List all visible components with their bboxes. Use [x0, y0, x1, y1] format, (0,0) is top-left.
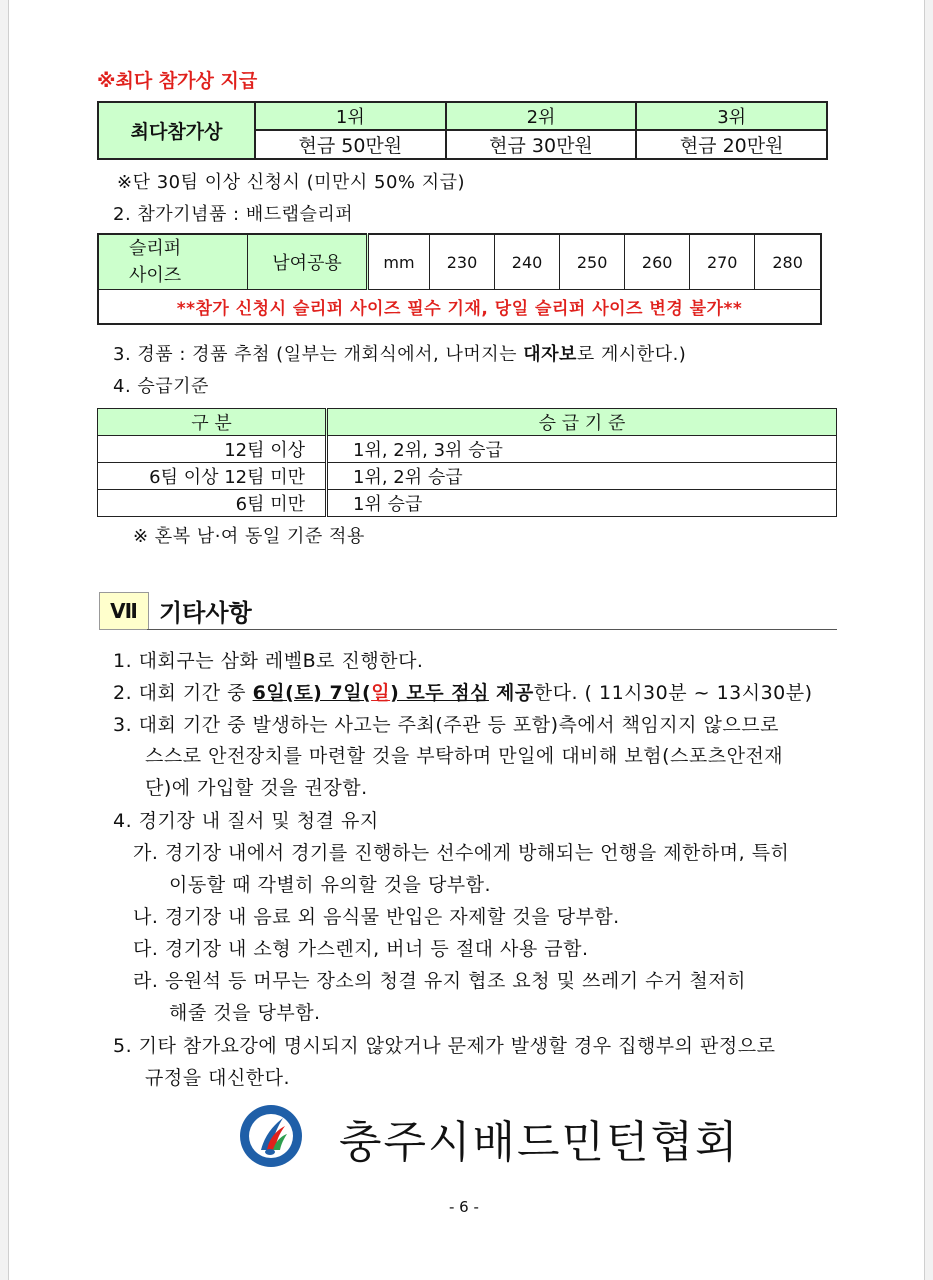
misc-item-3-line2: 스스로 안전장치를 마련할 것을 부탁하며 만일에 대비해 보험(스포츠안전재 [145, 745, 784, 767]
misc-item-4-ra-line1: 라. 응원석 등 머무는 장소의 청결 유지 협조 요청 및 쓰레기 수거 철저히 [133, 970, 746, 992]
misc-item-4-ga-line1: 가. 경기장 내에서 경기를 진행하는 선수에게 방해되는 언행을 제한하며, 특히 [133, 842, 790, 864]
item2-time: 한다. ( 11시30분 ~ 13시30분) [533, 682, 813, 704]
misc-item-5-line1: 5. 기타 참가요강에 명시되지 않았거나 문제가 발생할 경우 집행부의 판정으로 [113, 1035, 776, 1057]
promotion-table [97, 408, 837, 517]
award-table [97, 101, 828, 160]
item2-days: 6일(토) 7일( [252, 682, 372, 704]
note-30-teams: ※단 30팀 이상 신청시 (미만시 50% 지급) [117, 172, 466, 193]
misc-item-4-da: 다. 경기장 내 소형 가스렌지, 버너 등 절대 사용 금함. [133, 938, 589, 960]
slipper-size-250: 250 [560, 234, 625, 290]
misc-item-4: 4. 경기장 내 질서 및 청결 유지 [113, 810, 379, 832]
item3-text-before: 3. 경품 : 경품 추첨 (일부는 개회식에서, 나머지는 [113, 344, 524, 365]
promo-header-rule: 승 급 기 준 [327, 409, 837, 436]
item2-sunday: 일 [371, 682, 391, 704]
slipper-type: 남여공용 [248, 234, 368, 290]
promo-row-2-rule: 1위, 2위 승급 [327, 463, 837, 490]
item-4-promotion: 4. 승급기준 [113, 376, 209, 397]
slipper-size-230: 230 [430, 234, 495, 290]
document-page [8, 0, 925, 1280]
item3-text-after: 로 게시한다.) [576, 344, 687, 365]
promo-header-category: 구 분 [98, 409, 327, 436]
page-number: - 6 - [449, 1198, 479, 1216]
award-heading: ※최다 참가상 지급 [97, 70, 258, 92]
item3-bold-board: 대자보 [523, 344, 577, 365]
organization-name: 충주시배드민턴협회 [339, 1117, 740, 1168]
promo-row-3-rule: 1위 승급 [327, 490, 837, 517]
section-number-box: Ⅶ [99, 592, 149, 630]
prize-1: 현금 50만원 [255, 130, 446, 159]
item-2-souvenir: 2. 참가기념품 : 배드랩슬리퍼 [113, 204, 354, 225]
prize-2: 현금 30만원 [446, 130, 637, 159]
slipper-size-280: 280 [755, 234, 821, 290]
slipper-unit: mm [368, 234, 430, 290]
promo-row-2-category: 6팀 이상 12팀 미만 [98, 463, 327, 490]
section-underline [147, 629, 837, 630]
misc-item-4-ra-line2: 해줄 것을 당부함. [169, 1002, 321, 1024]
misc-item-2 [113, 678, 813, 705]
mixed-doubles-note: ※ 혼복 남·여 동일 기준 적용 [133, 526, 365, 547]
slipper-size-260: 260 [625, 234, 690, 290]
item2-provide: 제공 [488, 682, 534, 704]
misc-item-4-ga-line2: 이동할 때 각별히 유의할 것을 당부함. [169, 874, 492, 896]
slipper-warning: **참가 신청시 슬리퍼 사이즈 필수 기재, 당일 슬리퍼 사이즈 변경 불가** [98, 290, 821, 324]
misc-item-3-line3: 단)에 가입할 것을 권장함. [145, 777, 368, 799]
misc-item-1: 1. 대회구는 삼화 레벨B로 진행한다. [113, 650, 424, 672]
slipper-label-line2: 사이즈 [129, 265, 182, 286]
slipper-table [97, 233, 822, 325]
item2-part1: 2. 대회 기간 중 [113, 682, 253, 704]
promo-row-1-rule: 1위, 2위, 3위 승급 [327, 436, 837, 463]
slipper-size-240: 240 [495, 234, 560, 290]
section-title: 기타사항 [159, 599, 252, 627]
slipper-size-270: 270 [690, 234, 755, 290]
prize-3: 현금 20만원 [636, 130, 827, 159]
promo-row-1-category: 12팀 이상 [98, 436, 327, 463]
rank-3: 3위 [636, 102, 827, 130]
slipper-size-label [98, 234, 248, 290]
misc-item-5-line2: 규정을 대신한다. [145, 1067, 291, 1089]
slipper-label-line1: 슬리퍼 [129, 238, 182, 259]
association-logo-icon [239, 1104, 303, 1168]
award-row-label: 최다참가상 [98, 102, 255, 159]
misc-item-3-line1: 3. 대회 기간 중 발생하는 사고는 주최(주관 등 포함)측에서 책임지지 않으므로 [113, 714, 779, 736]
item-3-prizes [113, 340, 686, 366]
rank-1: 1위 [255, 102, 446, 130]
misc-item-4-na: 나. 경기장 내 음료 외 음식물 반입은 자제할 것을 당부함. [133, 906, 620, 928]
promo-row-3-category: 6팀 미만 [98, 490, 327, 517]
rank-2: 2위 [446, 102, 637, 130]
item2-lunch: ) 모두 점심 [390, 682, 489, 704]
